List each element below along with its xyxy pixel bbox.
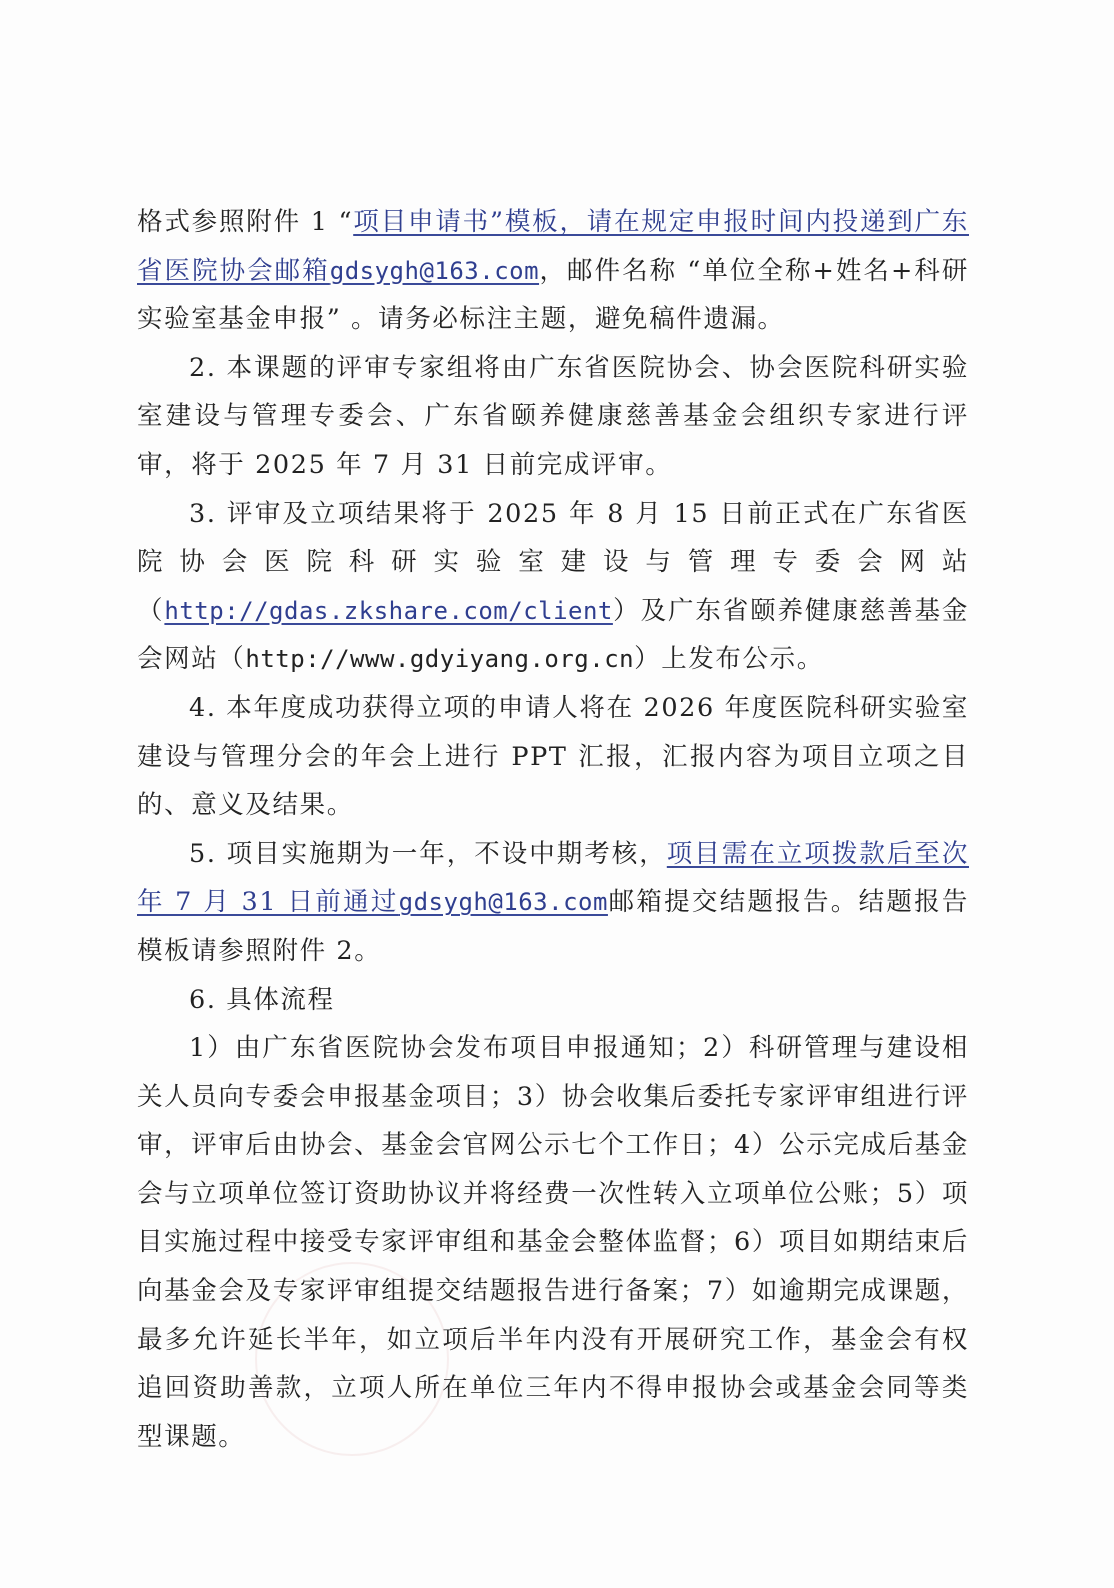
p1-email-link[interactable]: gdsygh@163.com <box>329 256 540 285</box>
p5-deadline-link[interactable]: 项目需在立项拨款后至次年 7 月 31 日前通过 <box>137 838 969 918</box>
committee-website-link[interactable]: http://gdas.zkshare.com/client <box>164 596 613 625</box>
p5-before-text: 5. 项目实施期为一年，不设中期考核， <box>189 838 667 869</box>
p1-highlighted-link[interactable]: 项目申请书”模板，请在规定申报时间内投递到广东省医院协会邮箱 <box>137 207 969 286</box>
p3-after-text: ）上发布公示。 <box>634 644 824 675</box>
paragraph-implementation-period <box>137 830 969 976</box>
paragraph-process-heading: 6. 具体流程 <box>189 984 335 1015</box>
paragraph-submission-format <box>137 198 969 344</box>
document-body <box>137 198 969 1461</box>
p1-after-text: ，邮件名称 “单位全称+姓名+科研实验室基金申报” 。请务必标注主题，避免稿件遗漏。 <box>137 255 970 335</box>
p1-before-text: 格式参照附件 1 “ <box>137 207 354 237</box>
paragraph-review-panel: 2. 本课题的评审专家组将由广东省医院协会、协会医院科研实验室建设与管理专委会、广东省颐养健康慈善基金会组织专家进行评审，将于 2025 年 7 月 31 日前完成评审。 <box>137 352 969 480</box>
p3-before-text: 3. 评审及立项结果将于 2025 年 8 月 15 日前正式在广东省医院协会医院科研实验室建设与管理专委会网站（ <box>137 498 969 626</box>
paragraph-process-steps: 1）由广东省医院协会发布项目申报通知；2）科研管理与建设相关人员向专委会申报基金项目；3）协会收集后委托专家评审组进行评审，评审后由协会、基金会官网公示七个工作日；4）公示完成后基金会与立项单位签订资助协议并将经费一次性转入立项单位公账；5）项目实施过程中接受专家评审组和基金会整体监督；6）项目如期结束后向基金会及专家评审组提交结题报告进行备案；7）如逾期完成课题，最多允许延长半年，如立项后半年内没有开展研究工作，基金会有权追回资助善款，立项人所在单位三年内不得申报协会或基金会同等类型课题。 <box>137 1033 969 1452</box>
p3-middle-text: ）及广东省颐养健康慈善基金会网站（ <box>137 595 969 675</box>
foundation-website-url[interactable]: http://www.gdyiyang.org.cn <box>245 645 635 674</box>
p5-after-text: 邮箱提交结题报告。结题报告模板请参照附件 2。 <box>137 887 969 966</box>
paragraph-results-publication <box>137 490 969 684</box>
paragraph-annual-report: 4. 本年度成功获得立项的申请人将在 2026 年度医院科研实验室建设与管理分会的年会上进行 PPT 汇报，汇报内容为项目立项之目的、意义及结果。 <box>137 692 969 821</box>
p5-email-link[interactable]: gdsygh@163.com <box>398 888 608 917</box>
